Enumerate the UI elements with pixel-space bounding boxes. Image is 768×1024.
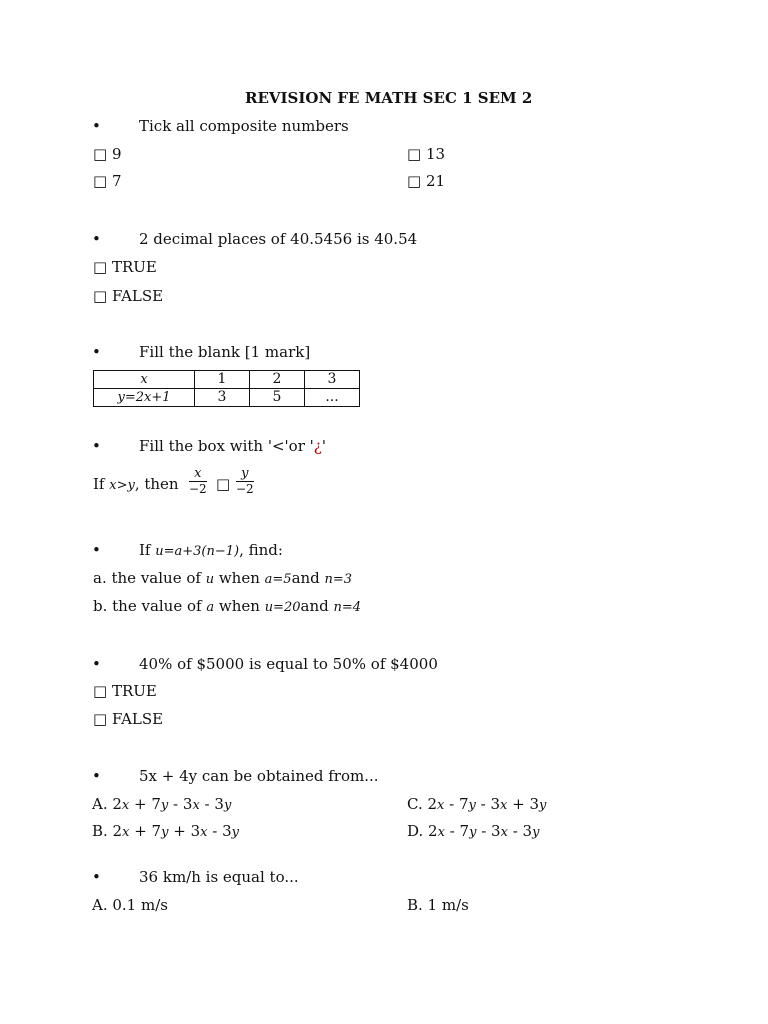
q7-option-b[interactable]: B. 2x + 7y + 3x - 3y xyxy=(92,822,239,840)
q8-prompt: 36 km/h is equal to... xyxy=(139,868,299,886)
checkbox-icon[interactable]: □ xyxy=(93,682,108,700)
bullet: • xyxy=(92,230,101,248)
q2-option-true[interactable]: □ TRUE xyxy=(93,258,157,276)
table-cell: y=2x+1 xyxy=(94,389,195,407)
bullet: • xyxy=(92,541,101,559)
q7-option-a[interactable]: A. 2x + 7y - 3x - 3y xyxy=(92,795,232,813)
table-cell: 3 xyxy=(195,389,250,407)
q8-option-a[interactable]: A. 0.1 m/s xyxy=(92,896,168,914)
table-cell: x xyxy=(94,371,195,389)
bullet: • xyxy=(92,343,101,361)
table-cell: 1 xyxy=(195,371,250,389)
q8-option-b[interactable]: B. 1 m/s xyxy=(407,896,469,914)
fraction-y-over-neg2: $\frac{y}{-2}$ xyxy=(236,466,254,496)
q2-option-false[interactable]: □ FALSE xyxy=(93,287,164,305)
q1-option-9[interactable]: □ 9 xyxy=(93,145,122,163)
q6-option-false[interactable]: □ FALSE xyxy=(93,710,164,728)
checkbox-icon[interactable]: □ xyxy=(407,145,422,163)
table-cell: 5 xyxy=(250,389,305,407)
table-cell: 3 xyxy=(305,371,360,389)
q3-prompt: Fill the blank [1 mark] xyxy=(139,343,311,361)
q7-option-c[interactable]: C. 2x - 7y - 3x + 3y xyxy=(407,795,547,813)
q1-option-21[interactable]: □ 21 xyxy=(407,172,446,190)
q4-prompt: Fill the box with '<'or '¿' xyxy=(139,437,326,455)
bullet: • xyxy=(92,655,101,673)
bullet: • xyxy=(92,868,101,886)
q5-part-b: b. the value of a when u=20and n=4 xyxy=(93,597,362,615)
q7-prompt: 5x + 4y can be obtained from... xyxy=(139,767,379,785)
checkbox-icon[interactable]: □ xyxy=(93,145,108,163)
q6-option-true[interactable]: □ TRUE xyxy=(93,682,157,700)
fraction-x-over-neg2: $\frac{x}{-2}$ xyxy=(189,466,207,496)
checkbox-icon[interactable]: □ xyxy=(93,710,108,728)
q5-part-a: a. the value of u when a=5and n=3 xyxy=(93,569,353,587)
q5-prompt: If u=a+3(n−1), find: xyxy=(139,541,283,559)
checkbox-icon[interactable]: □ xyxy=(93,287,108,305)
table-cell: 2 xyxy=(250,371,305,389)
bullet: • xyxy=(92,767,101,785)
table-row xyxy=(94,371,360,389)
fill-blank-table xyxy=(93,370,360,407)
q2-prompt: 2 decimal places of 40.5456 is 40.54 xyxy=(139,230,418,248)
bullet: • xyxy=(92,117,101,135)
checkbox-icon[interactable]: □ xyxy=(93,172,108,190)
q1-prompt: Tick all composite numbers xyxy=(139,117,349,135)
checkbox-icon[interactable]: □ xyxy=(407,172,422,190)
checkbox-icon[interactable]: □ xyxy=(93,258,108,276)
table-cell-blank[interactable]: ... xyxy=(305,389,360,407)
table-row xyxy=(94,389,360,407)
q4-condition: If x>y, then xyxy=(93,475,179,493)
q1-option-7[interactable]: □ 7 xyxy=(93,172,122,190)
q7-option-d[interactable]: D. 2x - 7y - 3x - 3y xyxy=(407,822,540,840)
bullet: • xyxy=(92,437,101,455)
answer-box[interactable]: □ xyxy=(216,475,231,493)
q6-prompt: 40% of $5000 is equal to 50% of $4000 xyxy=(139,655,438,673)
q1-option-13[interactable]: □ 13 xyxy=(407,145,446,163)
document-title: REVISION FE MATH SEC 1 SEM 2 xyxy=(245,89,533,107)
